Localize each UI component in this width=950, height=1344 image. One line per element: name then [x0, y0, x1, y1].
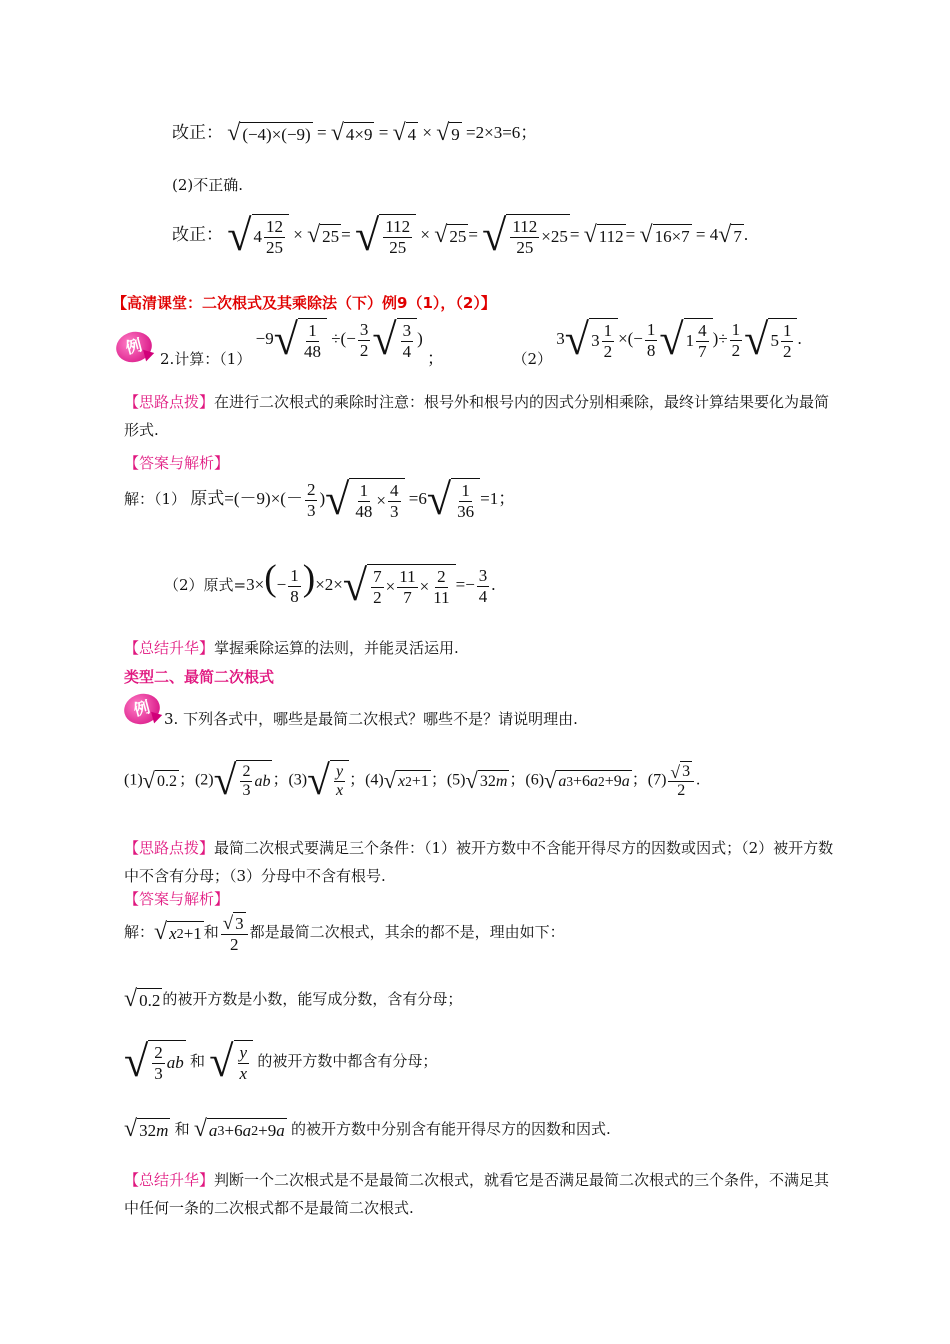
correction-result: =2×3=6； [466, 123, 538, 142]
sqrt-expression: √ 1 4 7 [659, 318, 712, 362]
answer-tag: 【答案与解析】 [124, 890, 230, 908]
sqrt-expression: √ 3 4 [372, 318, 417, 362]
example-3-text: 3. 下列各式中，哪些是最简二次根式？哪些不是？请说明理由. [164, 710, 578, 728]
item2-statement: (2)不正确. [172, 176, 244, 194]
reason-3 [124, 1118, 611, 1142]
sqrt-expression: √ x 2 +1 [154, 919, 202, 946]
correction-line-1: 改正： √ (−4)×(−9) = √ 4×9 = √ 4 × √ 9 =2×3=6； [172, 120, 538, 147]
example-3-items: (1) √ 0.2 ；(2) √ 2 3 ab ；(3) √ y x ；(4) √ x 2 +1 ；(5) √ 32 m ；(6) √ a 3 +6 a 2 +9 a ；(7) √ 3 2 . [124, 757, 701, 803]
sqrt-expression: √ 4×9 [330, 120, 373, 147]
sqrt-expression: √ 16×7 [639, 222, 690, 249]
example-badge-icon: 例 [113, 328, 156, 366]
answer-prefix: 解： [124, 923, 155, 942]
sqrt-expression: √ 2 3 ab [213, 757, 271, 803]
sqrt-expression: √ a 3 +6 a 2 +9 a [193, 1116, 285, 1143]
sqrt-expression: √ 32 m [124, 1116, 169, 1143]
summary-tag: 【总结升华】 [124, 639, 215, 657]
correction-label: 改正： [172, 123, 223, 142]
answer-text: 都是最简二次根式，其余的都不是，理由如下： [249, 923, 565, 942]
example-2-prefix: 2.计算：（1） [160, 350, 252, 369]
answer-3-line: 解： √ x 2 +1 和 √ 3 2 都是最简二次根式，其余的都不是，理由如下： [124, 913, 565, 954]
sqrt-expression: √ 0.2 [124, 986, 161, 1013]
type2-heading: 类型二、最简二次根式 [124, 668, 275, 686]
sqrt-expression: √ 9 [436, 120, 460, 147]
sqrt-expression: √ 112 25 [355, 214, 416, 258]
hint-text: 最简二次根式要满足三个条件：（1）被开方数中不含能开得尽方的因数或因式；（2）被开方数中不含有分母；（3）分母中不含有根号. [124, 839, 834, 885]
answer-tag: 【答案与解析】 [124, 454, 230, 472]
and-word: 和 [203, 925, 219, 942]
summary-paragraph-3 [124, 1166, 844, 1222]
sqrt-expression: √ 1 36 [427, 478, 480, 522]
reason-1 [124, 988, 462, 1012]
summary-text: 判断一个二次根式是不是最简二次根式，就看它是否满足最简二次根式的三个条件，不满足其中任何一条的二次根式都不是最简二次根式. [124, 1171, 830, 1217]
sqrt-expression: √ 7 [718, 222, 742, 249]
sqrt-expression: √ y x [307, 760, 349, 802]
sqrt-expression: √ 1 48 [274, 318, 327, 362]
example-badge-icon: 例 [121, 690, 164, 728]
solution-2-prefix: （2）原式= [164, 576, 247, 594]
hint-tag: 【思路点拨】 [124, 393, 215, 411]
example-2-line: 2.计算：（1） −9 √ 1 48 ÷(− $\frac{3}{2}$ √ 3 4 ) ； （2） 3 √ 3 1 2 ×(− $\frac{1}{8}$ √ 1 4 7 )÷ $\frac{1}{2}$ √ 5 1 2 . [160, 315, 802, 369]
and-word: 和 [190, 1054, 206, 1071]
solution-prefix: 解：（1） [124, 490, 187, 509]
sqrt-expression: √ 4 [392, 120, 417, 147]
sqrt-expression: √ 25 [434, 222, 467, 249]
sqrt-expression: √ 5 1 2 [744, 318, 797, 362]
summary-tag: 【总结升华】 [124, 1171, 215, 1189]
summary-paragraph-2 [124, 634, 844, 662]
summary-text: 掌握乘除运算的法则，并能灵活运用. [214, 639, 459, 657]
correction-label: 改正： [172, 225, 223, 245]
sqrt-expression: √ (−4)×(−9) [227, 120, 311, 147]
reason-text: 的被开方数是小数，能写成分数，含有分母； [162, 990, 463, 1008]
sqrt-expression: √ y x [209, 1040, 253, 1084]
sqrt-expression: √ 1 48 × 4 3 [325, 478, 404, 522]
video-heading: 【高清课堂：二次根式及其乘除法（下）例9（1），（2）】 [112, 294, 496, 312]
solution-1: 解：（1） 原式=(－9)×(－ $\frac{2}{3}$ ) √ 1 48 × 4 3 =6 √ 1 36 =1； [124, 475, 516, 524]
sqrt-expression: √ 112 25 ×25 [482, 211, 568, 260]
sqrt-expression: √ 3 1 2 [565, 318, 618, 362]
hint-paragraph-3 [124, 834, 844, 890]
and-word: 和 [174, 1122, 190, 1138]
solution-2: （2）原式=3×(− $\frac{1}{8}$ )×2× √ 7 2 × 11 7 × 2 11 =− $\frac{3}{4}$ . [164, 558, 496, 610]
sqrt-expression: √ x 2 +1 [383, 767, 429, 793]
hint-text: 在进行二次根式的乘除时注意：根号外和根号内的因式分别相乘除，最终计算结果要化为最简形式. [124, 393, 830, 439]
hint-tag: 【思路点拨】 [124, 839, 215, 857]
hint-paragraph-2 [124, 388, 844, 444]
example-2-part2: （2） [512, 350, 553, 369]
correction-line-2: 改正： √ 4 12 25 × √ 25 = √ 112 25 × √ 25 = √ 112 25 ×25 = √ 112 = √ 16×7 = 4 √ 7 . [172, 211, 749, 260]
sqrt-expression: √ a 3 +6 a 2 +9 a [544, 767, 630, 793]
sqrt-expression: √ 4 12 25 [227, 214, 289, 258]
solution-1-eq: =6 [408, 489, 427, 509]
reason-text: 的被开方数中都含有分母； [257, 1052, 438, 1071]
sqrt-expression: √ 112 [583, 222, 624, 249]
sqrt-expression: √ 25 [307, 222, 340, 249]
sqrt-expression: √ 32 m [465, 767, 508, 793]
reason-2 [124, 1037, 438, 1086]
sqrt-expression: √ 7 2 × 11 7 × 2 11 [343, 564, 456, 608]
solution-1-text: 原式=(－9)×(－ [190, 489, 303, 509]
sqrt-expression: √ 2 3 ab [124, 1037, 184, 1086]
solution-1-result: =1； [480, 489, 516, 509]
reason-text: 的被开方数中分别含有能开得尽方的因数和因式. [291, 1120, 611, 1138]
sqrt-expression: √ 0.2 [142, 767, 177, 793]
